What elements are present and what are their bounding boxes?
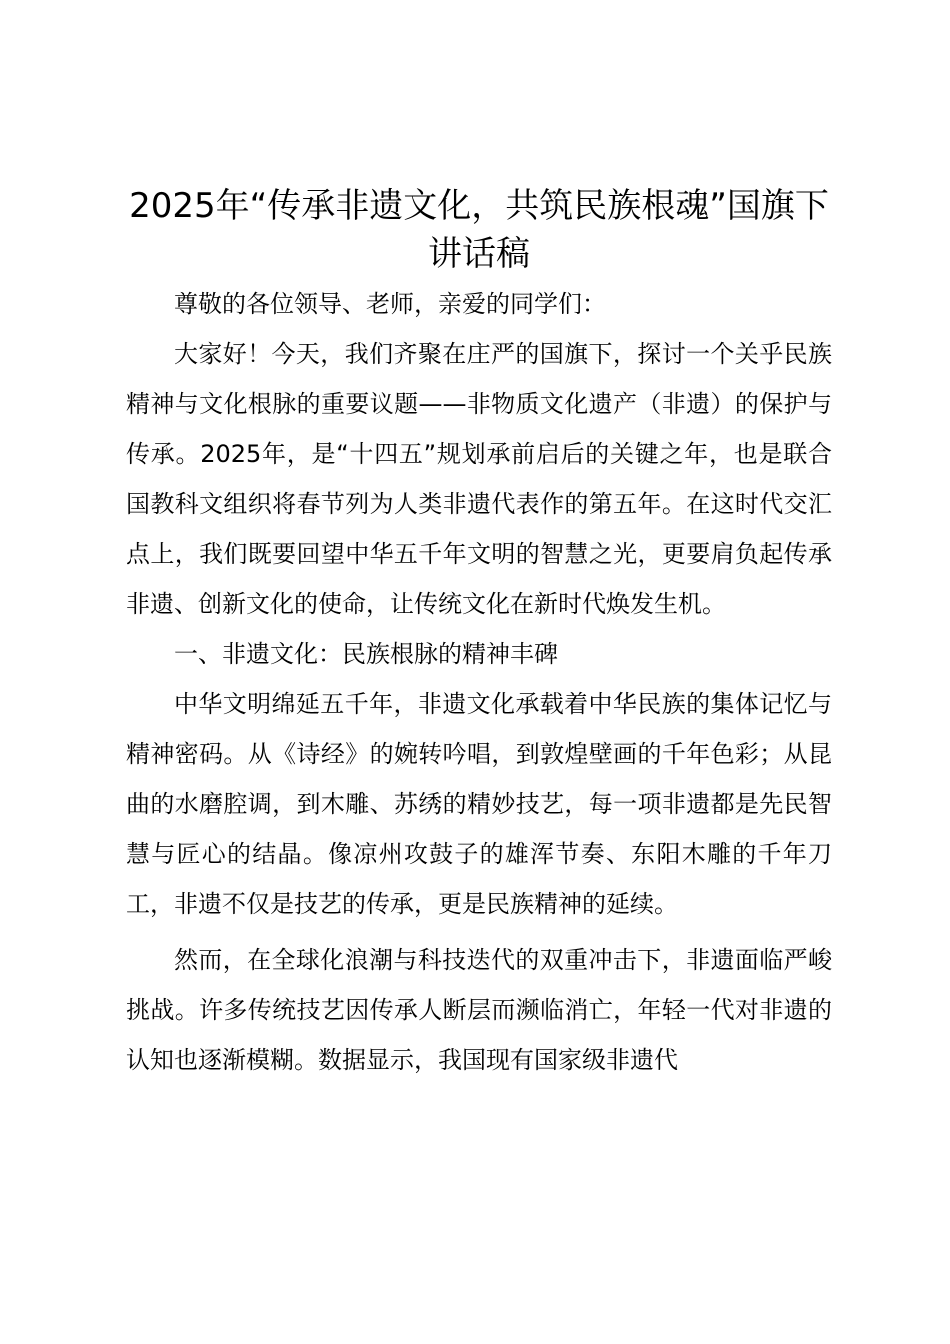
- paragraph-intro: 大家好！今天，我们齐聚在庄严的国旗下，探讨一个关乎民族精神与文化根脉的重要议题——非物质文化遗产（非遗）的保护与传承。2025年，是“十四五”规划承前启后的关键之年，也是联合国教科文组织将春节列为人类非遗代表作的第五年。在这时代交汇点上，我们既要回望中华五千年文明的智慧之光，更要肩负起传承非遗、创新文化的使命，让传统文化在新时代焕发生机。: [126, 340, 832, 618]
- paragraph-heritage: 中华文明绵延五千年，非遗文化承载着中华民族的集体记忆与精神密码。从《诗经》的婉转吟唱，到敦煌壁画的千年色彩；从昆曲的水磨腔调，到木雕、苏绣的精妙技艺，每一项非遗都是先民智慧与匠心的结晶。像凉州攻鼓子的雄浑节奏、东阳木雕的千年刀工，非遗不仅是技艺的传承，更是民族精神的延续。: [126, 690, 832, 918]
- section-heading: 一、非遗文化：民族根脉的精神丰碑: [174, 640, 558, 668]
- salutation: 尊敬的各位领导、老师，亲爱的同学们：: [174, 290, 606, 318]
- paragraph-challenge: 然而，在全球化浪潮与科技迭代的双重冲击下，非遗面临严峻挑战。许多传统技艺因传承人断层而濒临消亡，年轻一代对非遗的认知也逐渐模糊。数据显示，我国现有国家级非遗代: [126, 946, 832, 1074]
- document-title: 2025年“传承非遗文化，共筑民族根魂”国旗下讲话稿: [129, 186, 829, 274]
- document-page: [126, 182, 832, 1085]
